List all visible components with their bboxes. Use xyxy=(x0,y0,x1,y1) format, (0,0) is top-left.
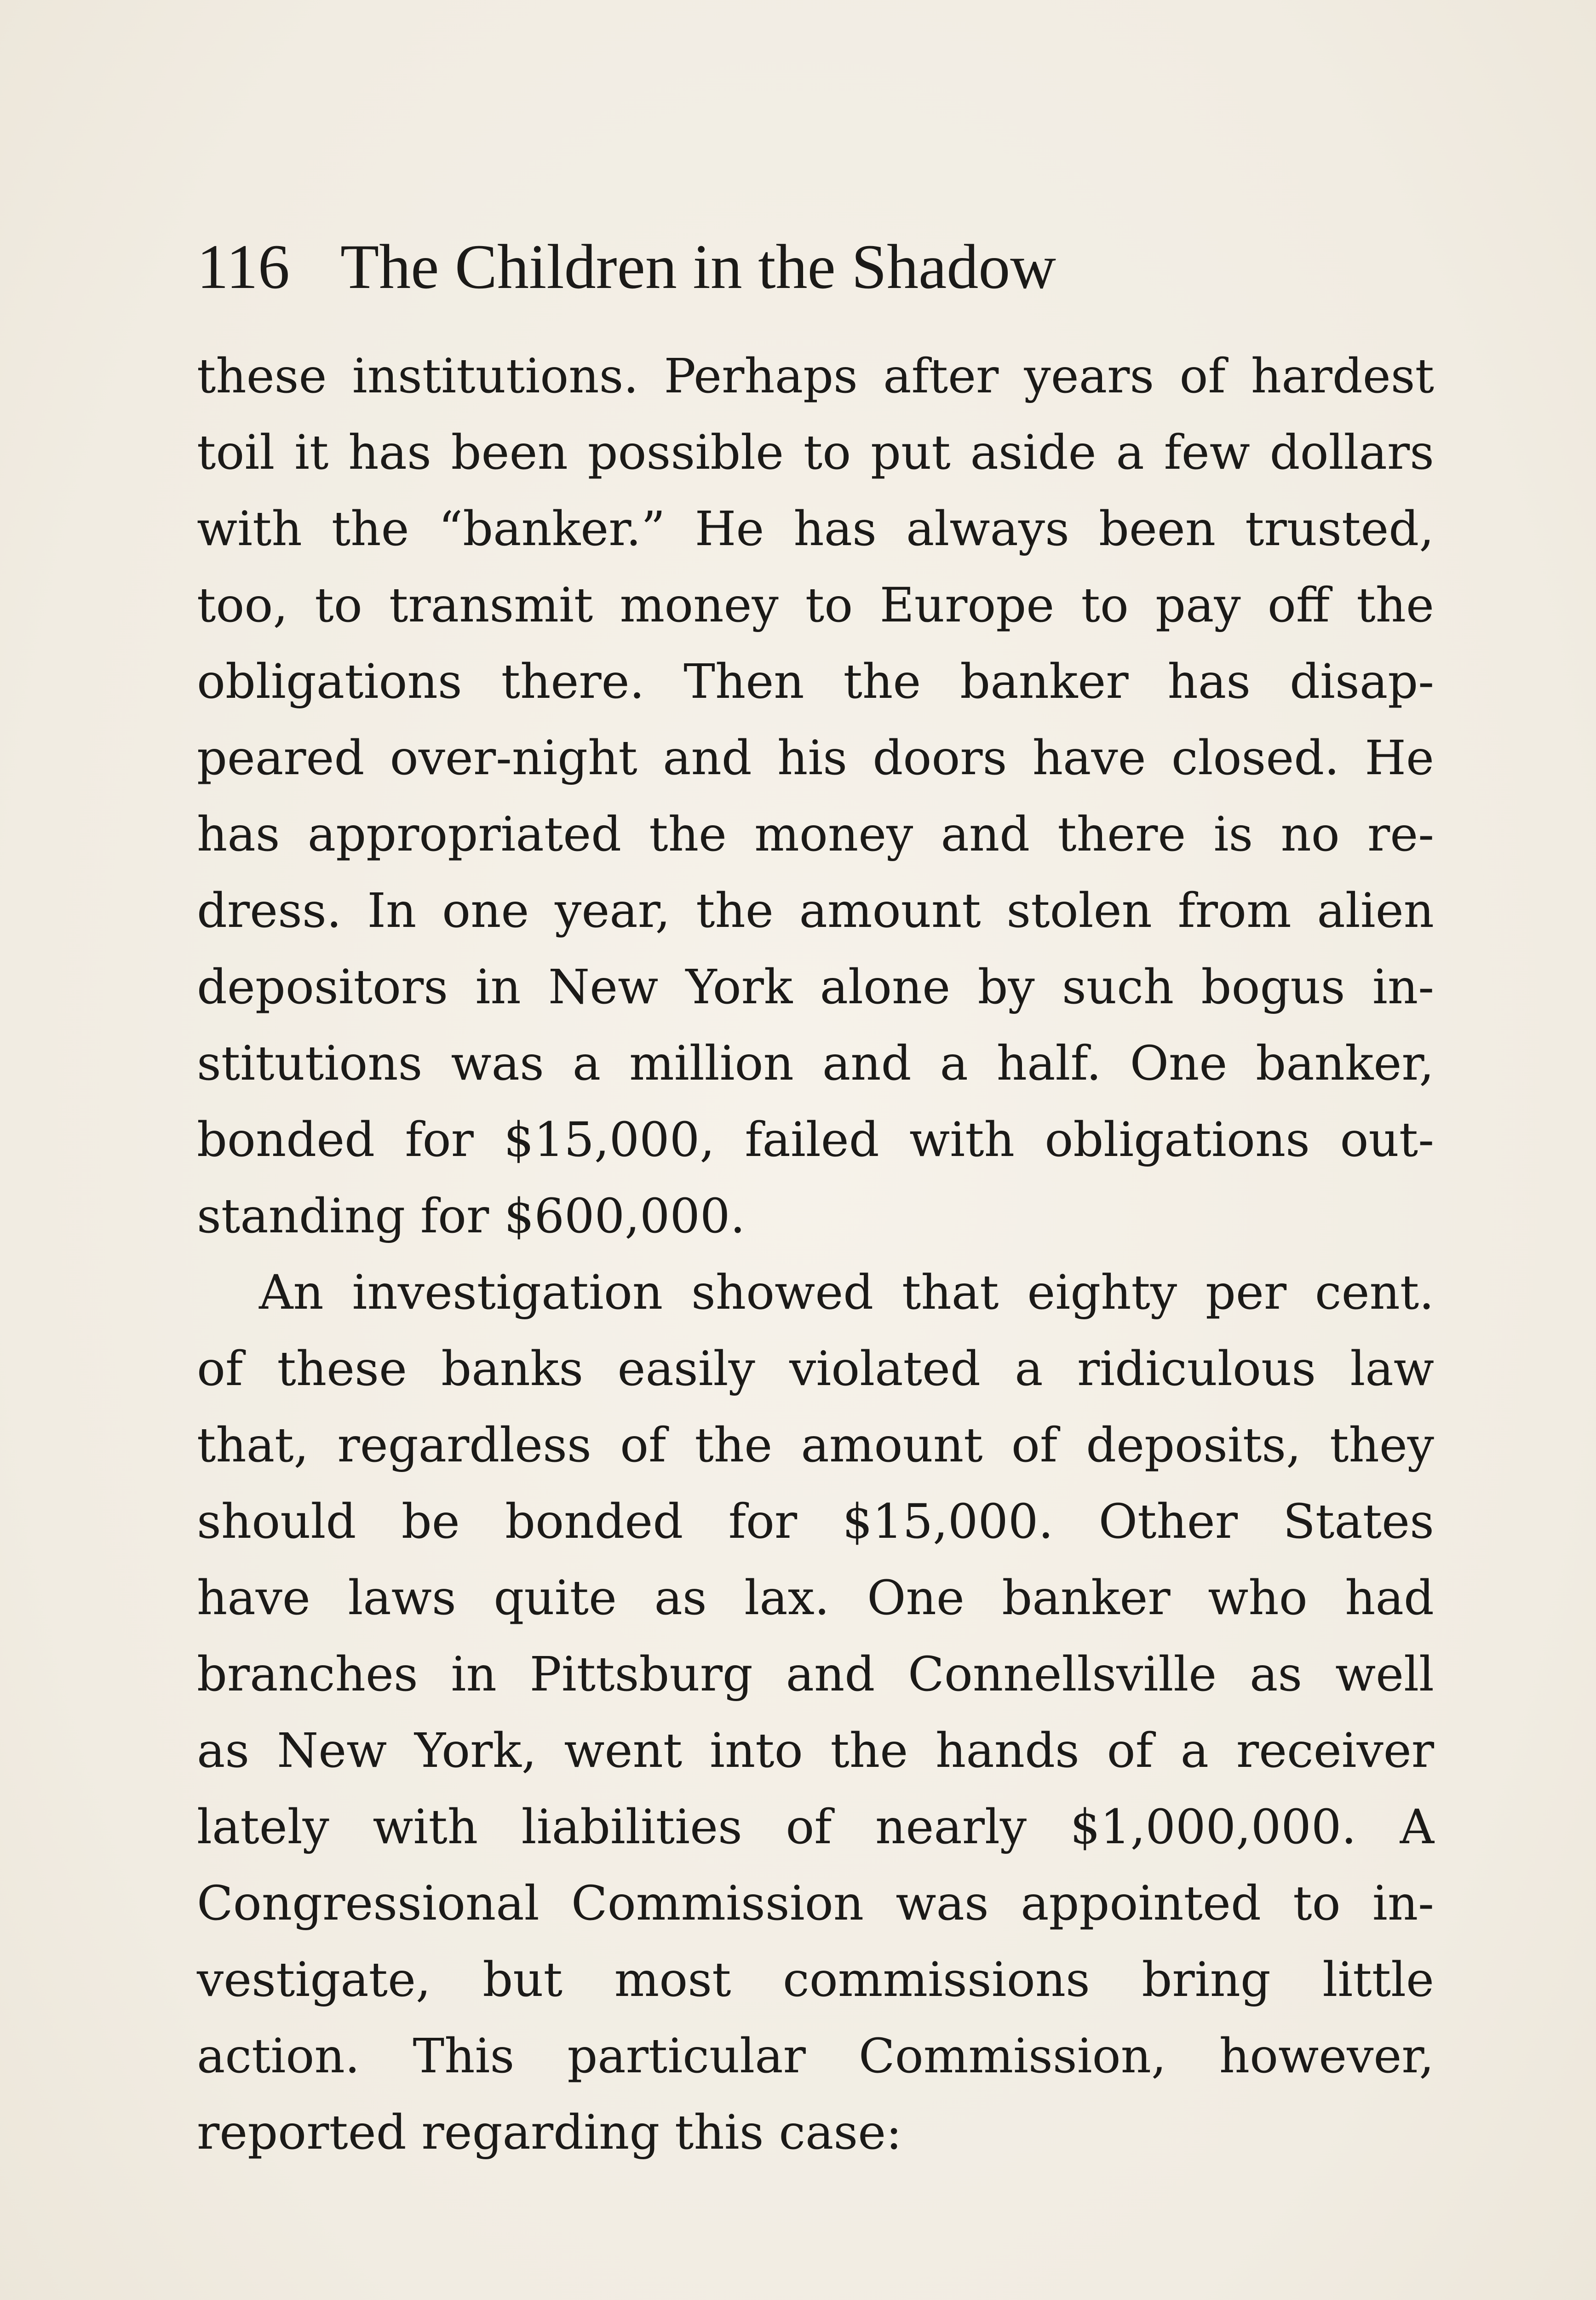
text-line: toil it has been possible to put aside a few dollars xyxy=(197,425,1434,480)
text-line: these institutions. Perhaps after years of hardest xyxy=(197,349,1434,404)
text-line: have laws quite as lax. One banker who had xyxy=(197,1570,1434,1626)
text-line: standing for $600,000. xyxy=(197,1189,746,1244)
text-line: depositors in New York alone by such bogus in- xyxy=(197,960,1434,1015)
text-line: has appropriated the money and there is no re- xyxy=(197,807,1434,862)
text-line: with the “banker.” He has always been trusted, xyxy=(197,501,1434,557)
running-head xyxy=(197,221,1439,313)
text-line: dress. In one year, the amount stolen from alien xyxy=(197,883,1434,938)
text-line: that, regardless of the amount of deposits, they xyxy=(197,1418,1434,1473)
text-line: bonded for $15,000, failed with obligations out- xyxy=(197,1112,1434,1167)
text-line: branches in Pittsburg and Connellsville as well xyxy=(197,1647,1434,1702)
text-line: action. This particular Commission, however, xyxy=(197,2029,1434,2084)
text-line: lately with liabilities of nearly $1,000,000. A xyxy=(197,1800,1434,1855)
text-line: vestigate, but most commissions bring little xyxy=(197,1952,1434,2007)
text-line: reported regarding this case: xyxy=(197,2105,902,2160)
body-text xyxy=(197,338,1434,2171)
text-line: should be bonded for $15,000. Other States xyxy=(197,1494,1434,1549)
text-line: peared over-night and his doors have closed. He xyxy=(197,730,1434,786)
page-number: 116 xyxy=(197,231,290,302)
text-line: An investigation showed that eighty per cent. xyxy=(259,1265,1434,1320)
text-line: too, to transmit money to Europe to pay off the xyxy=(197,578,1434,633)
text-line: Congressional Commission was appointed to in- xyxy=(197,1876,1434,1931)
running-title: The Children in the Shadow xyxy=(340,231,1056,302)
text-line: stitutions was a million and a half. One banker, xyxy=(197,1036,1434,1091)
text-line: of these banks easily violated a ridiculous law xyxy=(197,1341,1434,1397)
text-line: obligations there. Then the banker has disap- xyxy=(197,654,1434,709)
text-line: as New York, went into the hands of a receiver xyxy=(197,1723,1434,1778)
